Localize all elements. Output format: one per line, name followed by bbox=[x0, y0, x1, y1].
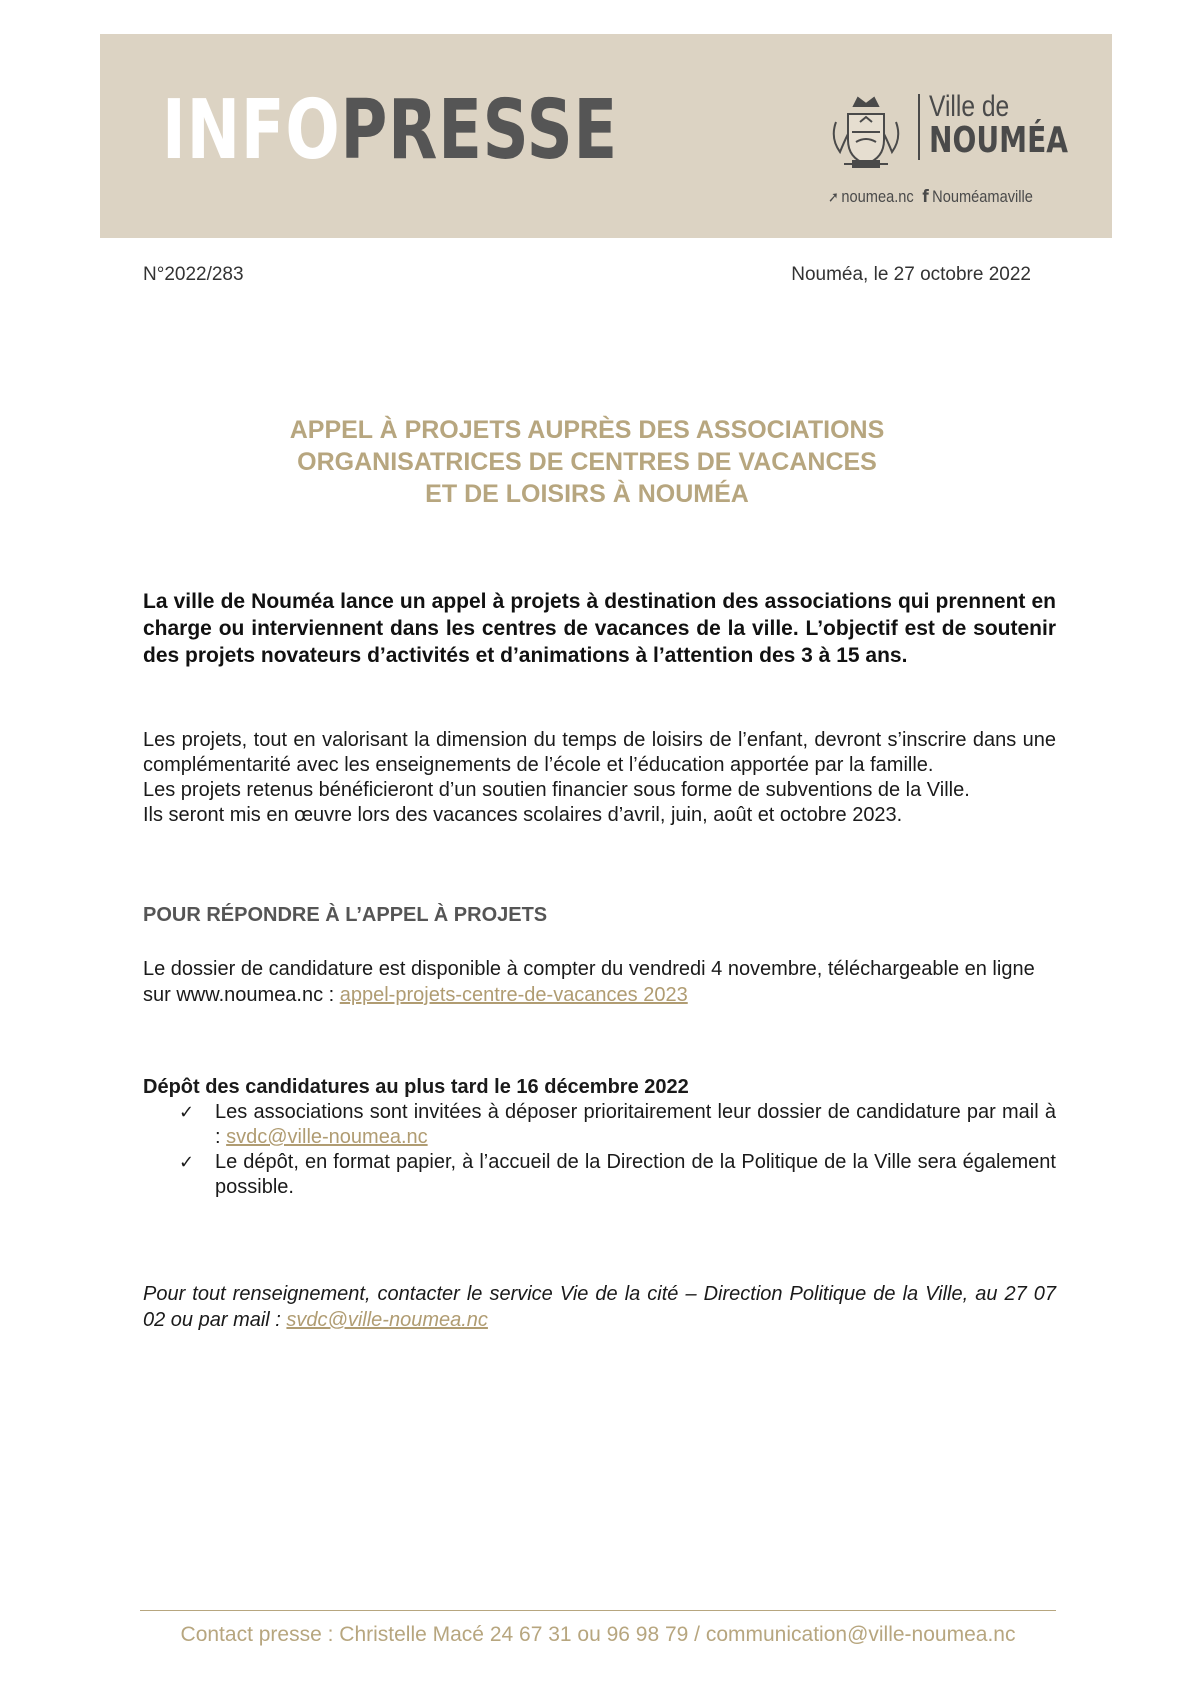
respond-heading: POUR RÉPONDRE À L’APPEL À PROJETS bbox=[143, 904, 548, 926]
deposit-item-1-text: Les associations sont invitées à déposer prioritairement leur dossier de candidature par mail à : bbox=[215, 1101, 1056, 1148]
brand-info: INFO bbox=[162, 83, 341, 178]
deposit-list bbox=[143, 1100, 1056, 1200]
contact-note bbox=[143, 1281, 1056, 1333]
ville-de-noumea-logo bbox=[826, 90, 1096, 210]
checkmark-icon: ✓ bbox=[179, 1152, 195, 1173]
title-line-1: APPEL À PROJETS AUPRÈS DES ASSOCIATIONS bbox=[289, 416, 885, 444]
body-section bbox=[143, 728, 1056, 828]
facebook-icon: f bbox=[922, 187, 929, 207]
lead-paragraph: La ville de Nouméa lance un appel à projets à destination des associations qui prennent en charge ou interviennent dans les centres de vacances de la ville. L’objectif est de soutenir des projets novateurs d’activités et d’animations à l’attention des 3 à 15 ans. bbox=[143, 590, 1056, 667]
press-release-number: N°2022/283 bbox=[143, 264, 244, 285]
checkmark-icon: ✓ bbox=[179, 1102, 195, 1123]
deposit-item-2-text: Le dépôt, en format papier, à l’accueil de la Direction de la Politique de la Ville sera également possible. bbox=[215, 1151, 1056, 1198]
logo-ville-de: Ville de bbox=[929, 90, 1010, 123]
logo-website: noumea.nc bbox=[841, 187, 914, 206]
list-item bbox=[143, 1150, 1056, 1200]
list-item bbox=[143, 1100, 1056, 1150]
deposit-email-link[interactable]: svdc@ville-noumea.nc bbox=[226, 1126, 428, 1148]
body-paragraph-2: Les projets retenus bénéficieront d’un soutien financier sous forme de subventions de la Ville. bbox=[143, 779, 970, 801]
logo-facebook: Nouméamaville bbox=[932, 187, 1033, 206]
title-line-3: ET DE LOISIRS À NOUMÉA bbox=[425, 480, 749, 508]
logo-noumea: NOUMÉA bbox=[929, 120, 1069, 161]
header-banner bbox=[100, 34, 1112, 238]
contact-email-link[interactable]: svdc@ville-noumea.nc bbox=[286, 1309, 488, 1331]
logo-links bbox=[828, 187, 1033, 207]
logo-divider bbox=[918, 94, 920, 160]
deposit-heading: Dépôt des candidatures au plus tard le 16 décembre 2022 bbox=[143, 1076, 689, 1098]
footer-divider bbox=[140, 1610, 1056, 1611]
cursor-arrow-icon: ➚ bbox=[828, 189, 839, 206]
press-release-date: Nouméa, le 27 octobre 2022 bbox=[791, 264, 1031, 285]
respond-text: Le dossier de candidature est disponible à compter du vendredi 4 novembre, téléchargeable en ligne sur www.noumea.nc : bbox=[143, 958, 1035, 1006]
body-paragraph-3: Ils seront mis en œuvre lors des vacances scolaires d’avril, juin, août et octobre 2023. bbox=[143, 804, 903, 826]
respond-paragraph bbox=[143, 956, 1056, 1008]
contact-note-text: Pour tout renseignement, contacter le service Vie de la cité – Direction Politique de la Ville, au 27 07 02 ou par mail : bbox=[143, 1283, 1056, 1331]
brand-presse: PRESSE bbox=[340, 83, 618, 178]
press-contact-footer: Contact presse : Christelle Macé 24 67 31 ou 96 98 79 / communication@ville-noumea.nc bbox=[180, 1623, 1016, 1646]
title-line-2: ORGANISATRICES DE CENTRES DE VACANCES bbox=[297, 448, 877, 476]
coat-of-arms-icon bbox=[826, 92, 906, 172]
document-title bbox=[143, 414, 1031, 510]
info-presse-logo bbox=[162, 83, 618, 178]
application-form-link[interactable]: appel-projets-centre-de-vacances 2023 bbox=[339, 984, 688, 1006]
body-paragraph-1: Les projets, tout en valorisant la dimension du temps de loisirs de l’enfant, devront s’inscrire dans une complémentarité avec les enseignements de l’école et l’éducation apportée par la famille. bbox=[143, 729, 1056, 776]
